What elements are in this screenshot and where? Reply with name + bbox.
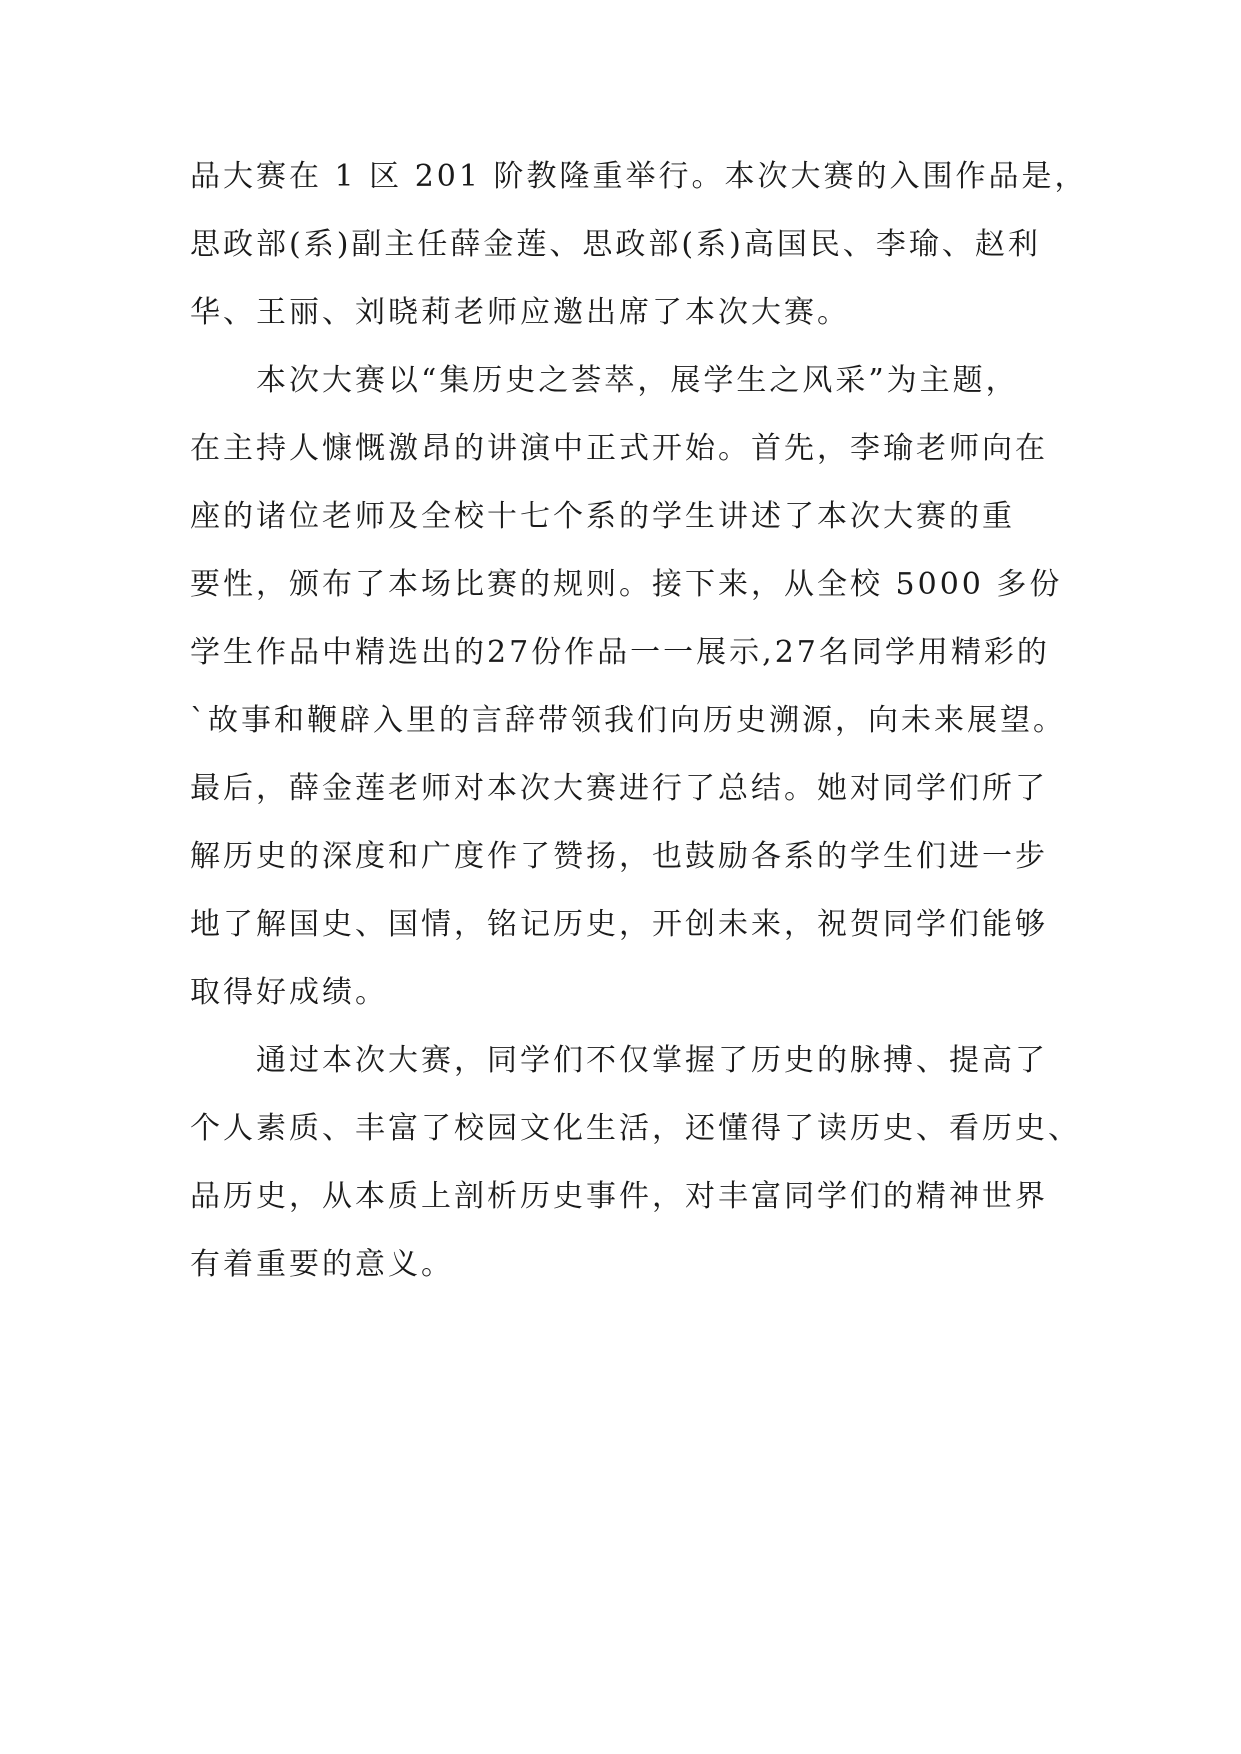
text-line: 座的诸位老师及全校十七个系的学生讲述了本次大赛的重 [190,499,1015,534]
text-line: 解历史的深度和广度作了赞扬，也鼓励各系的学生们进一步 [190,839,1048,874]
text-line: 要性，颁布了本场比赛的规则。接下来，从全校 5000 多份 [190,567,1063,602]
paragraph-first-line: 本次大赛以“集历史之荟萃，展学生之风采”为主题， [256,363,1019,398]
text-line: 有着重要的意义。 [190,1247,454,1282]
paragraph-first-line: 通过本次大赛，同学们不仅掌握了历史的脉搏、提高了 [256,1043,1048,1078]
text-line: 个人素质、丰富了校园文化生活，还懂得了读历史、看历史、 [190,1111,1081,1146]
text-line: 最后，薛金莲老师对本次大赛进行了总结。她对同学们所了 [190,771,1048,806]
document-body [190,160,1090,1316]
text-line: 取得好成绩。 [190,975,388,1010]
text-line: 在主持人慷慨激昂的讲演中正式开始。首先，李瑜老师向在 [190,431,1048,466]
text-line: 华、王丽、刘晓莉老师应邀出席了本次大赛。 [190,295,850,330]
text-line: 品大赛在 1 区 201 阶教隆重举行。本次大赛的入围作品是， [190,159,1088,194]
text-line: `故事和鞭辟入里的言辞带领我们向历史溯源，向未来展望。 [190,703,1066,738]
text-line: 学生作品中精选出的27份作品一一展示,27名同学用精彩的 [190,635,1050,670]
text-line: 品历史，从本质上剖析历史事件，对丰富同学们的精神世界 [190,1179,1048,1214]
text-line: 思政部(系)副主任薛金莲、思政部(系)高国民、李瑜、赵利 [190,227,1041,262]
text-line: 地了解国史、国情，铭记历史，开创未来，祝贺同学们能够 [190,907,1048,942]
